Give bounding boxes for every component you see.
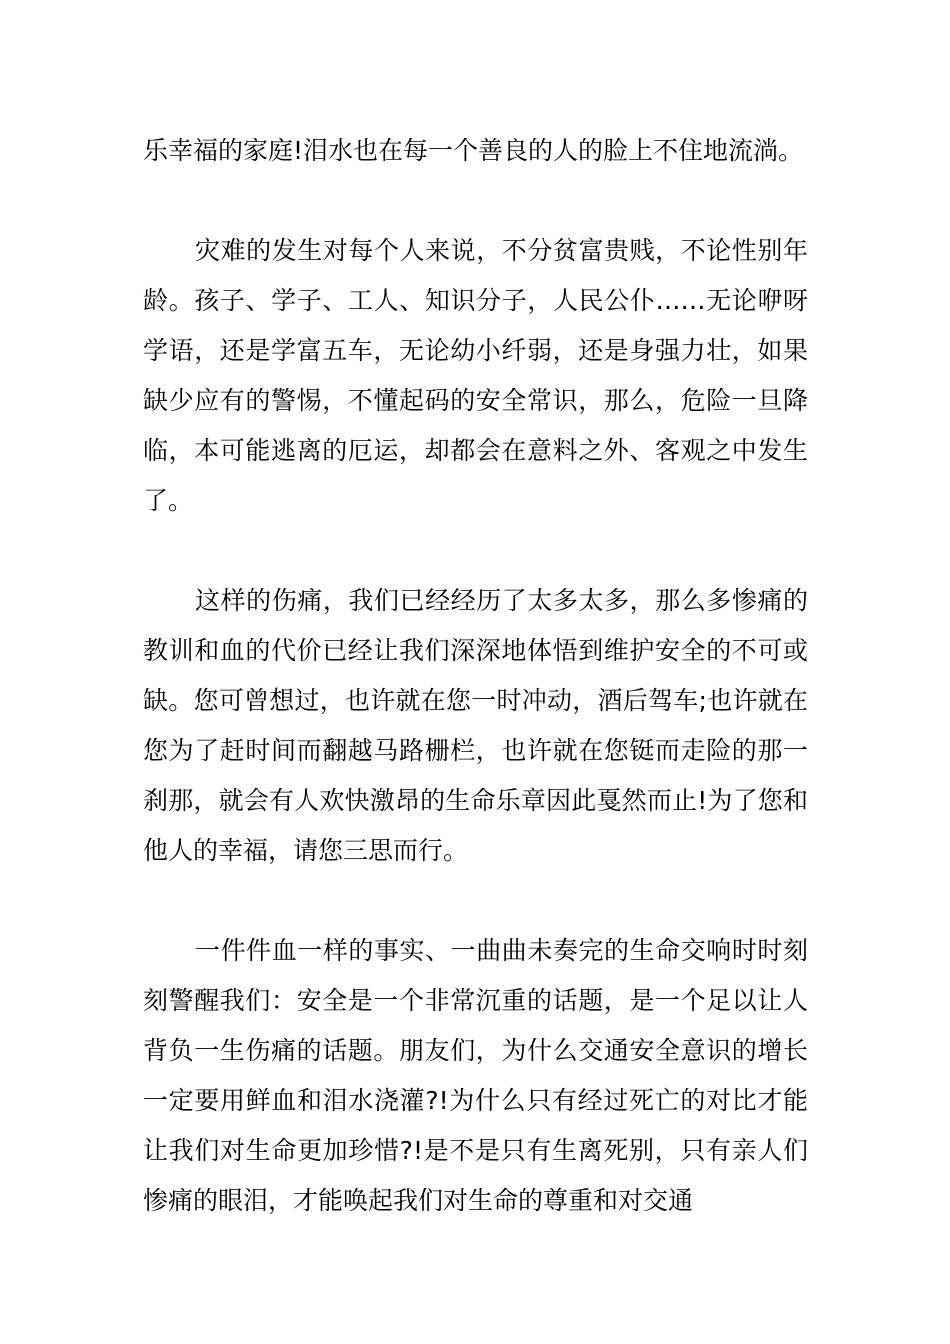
- paragraph-continued: 乐幸福的家庭!泪水也在每一个善良的人的脸上不住地流淌。: [143, 136, 804, 165]
- document-body: [143, 126, 808, 1226]
- paragraph: 灾难的发生对每个人来说，不分贫富贵贱，不论性别年龄。孩子、学子、工人、知识分子，人民公仆……无论咿呀学语，还是学富五车，无论幼小纤弱，还是身强力壮，如果缺少应有的警惕，不懂起码的安全常识，那么，危险一旦降临，本可能逃离的厄运，却都会在意料之外、客观之中发生了。: [143, 236, 808, 515]
- paragraph: 这样的伤痛，我们已经经历了太多太多，那么多惨痛的教训和血的代价已经让我们深深地体悟到维护安全的不可或缺。您可曾想过，也许就在您一时冲动，酒后驾车;也许就在您为了赶时间而翻越马路栅栏，也许就在您铤而走险的那一刹那，就会有人欢快激昂的生命乐章因此戛然而止!为了您和他人的幸福，请您三思而行。: [143, 586, 808, 865]
- paragraph: 一件件血一样的事实、一曲曲未奏完的生命交响时时刻刻警醒我们：安全是一个非常沉重的话题，是一个足以让人背负一生伤痛的话题。朋友们，为什么交通安全意识的增长一定要用鲜血和泪水浇灌?!为什么只有经过死亡的对比才能让我们对生命更加珍惜?!是不是只有生离死别，只有亲人们惨痛的眼泪，才能唤起我们对生命的尊重和对交通: [143, 936, 808, 1215]
